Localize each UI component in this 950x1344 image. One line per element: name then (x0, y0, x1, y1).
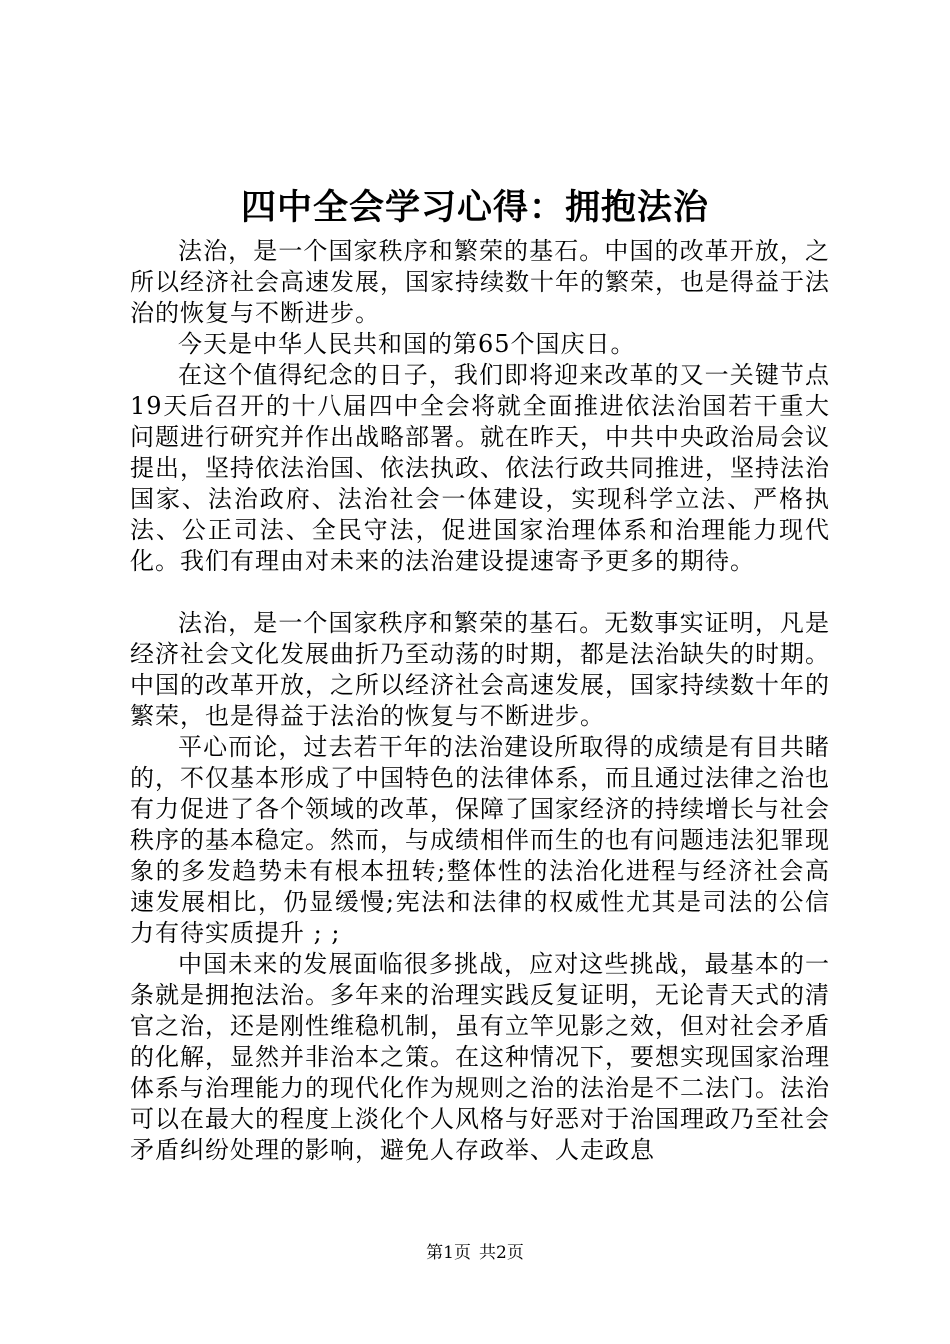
paragraph-5: 平心而论，过去若干年的法治建设所取得的成绩是有目共睹的，不仅基本形成了中国特色的法律体系，而且通过法律之治也有力促进了各个领域的改革，保障了国家经济的持续增长与社会秩序的基本稳定。然而，与成绩相伴而生的也有问题违法犯罪现象的多发趋势未有根本扭转;整体性的法治化进程与经济社会高速发展相比，仍显缓慢;宪法和法律的权威性尤其是司法的公信力有待实质提升 ; ; (130, 733, 830, 947)
page-footer (0, 1241, 950, 1265)
paragraph-4: 法治，是一个国家秩序和繁荣的基石。无数事实证明，凡是经济社会文化发展曲折乃至动荡的时期，都是法治缺失的时期。中国的改革开放，之所以经济社会高速发展，国家持续数十年的繁荣，也是得益于法治的恢复与不断进步。 (130, 609, 830, 730)
page-title: 四中全会学习心得：拥抱法治 (240, 187, 709, 228)
document-body (130, 236, 830, 1166)
paragraph-3: 在这个值得纪念的日子，我们即将迎来改革的又一关键节点19天后召开的十八届四中全会将就全面推进依法治国若干重大问题进行研究并作出战略部署。就在昨天，中共中央政治局会议提出，坚持依法治国、依法执政、依法行政共同推进，坚持法治国家、法治政府、法治社会一体建设，实现科学立法、严格执法、公正司法、全民守法，促进国家治理体系和治理能力现代化。我们有理由对未来的法治建设提速寄予更多的期待。 (130, 361, 830, 575)
page-total: 共2页 (479, 1243, 524, 1263)
paragraph-1: 法治，是一个国家秩序和繁荣的基石。中国的改革开放，之所以经济社会高速发展，国家持续数十年的繁荣，也是得益于法治的恢复与不断进步。 (130, 237, 830, 327)
paragraph-6: 中国未来的发展面临很多挑战，应对这些挑战，最基本的一条就是拥抱法治。多年来的治理实践反复证明，无论青天式的清官之治，还是刚性维稳机制，虽有立竿见影之效，但对社会矛盾的化解，显然并非治本之策。在这种情况下，要想实现国家治理体系与治理能力的现代化作为规则之治的法治是不二法门。法治可以在最大的程度上淡化个人风格与好恶对于治国理政乃至社会矛盾纠纷处理的影响，避免人存政举、人走政息 (130, 950, 830, 1164)
page-number: 第1页 (426, 1243, 471, 1263)
paragraph-2: 今天是中华人民共和国的第65个国庆日。 (178, 330, 636, 358)
